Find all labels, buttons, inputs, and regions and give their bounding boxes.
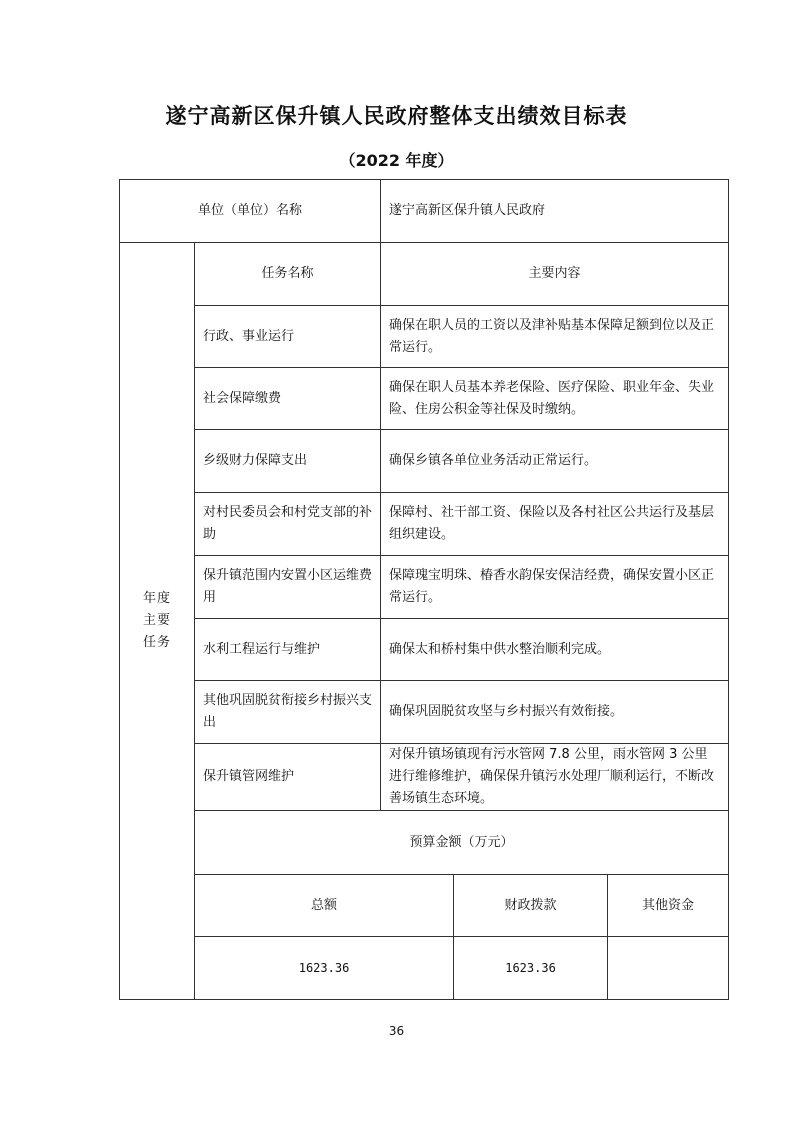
task-header-row (120, 243, 729, 306)
table-row (120, 368, 729, 430)
budget-header-row (120, 811, 729, 875)
task-content: 确保巩固脱贫攻坚与乡村振兴有效衔接。 (381, 681, 729, 744)
task-name: 对村民委员会和村党支部的补助 (195, 493, 381, 556)
task-content: 确保太和桥村集中供水整治顺利完成。 (381, 619, 729, 681)
budget-other-value (608, 937, 729, 1000)
document-title: 遂宁高新区保升镇人民政府整体支出绩效目标表 (165, 104, 628, 128)
budget-total-value: 1623.36 (195, 937, 454, 1000)
task-name: 水利工程运行与维护 (195, 619, 381, 681)
task-name: 行政、事业运行 (195, 306, 381, 368)
task-name: 保升镇范围内安置小区运维费用 (195, 556, 381, 619)
budget-col-fiscal: 财政拨款 (454, 875, 608, 937)
table-row (120, 619, 729, 681)
section-label-line: 任务 (142, 635, 171, 650)
performance-target-table (119, 179, 729, 1000)
table-row (120, 681, 729, 744)
document-subtitle: （2022 年度） (339, 151, 454, 170)
budget-columns-row (120, 875, 729, 937)
table-row (120, 744, 729, 811)
budget-col-total: 总额 (195, 875, 454, 937)
unit-label: 单位（单位）名称 (120, 180, 381, 243)
table-row (120, 430, 729, 493)
task-name: 乡级财力保障支出 (195, 430, 381, 493)
task-content: 保障瑰宝明珠、椿香水韵保安保洁经费，确保安置小区正常运行。 (381, 556, 729, 619)
budget-fiscal-value: 1623.36 (454, 937, 608, 1000)
task-name: 保升镇管网维护 (195, 744, 381, 811)
unit-row (120, 180, 729, 243)
page-number: 36 (388, 1024, 405, 1038)
task-content: 确保在职人员基本养老保险、医疗保险、职业年金、失业险、住房公积金等社保及时缴纳。 (381, 368, 729, 430)
task-content: 保障村、社干部工资、保险以及各村社区公共运行及基层组织建设。 (381, 493, 729, 556)
task-name: 社会保障缴费 (195, 368, 381, 430)
task-content: 对保升镇场镇现有污水管网 7.8 公里，雨水管网 3 公里进行维修维护，确保保升镇污水处理厂顺利运行，不断改善场镇生态环境。 (381, 744, 729, 811)
task-name: 其他巩固脱贫衔接乡村振兴支出 (195, 681, 381, 744)
table-row (120, 556, 729, 619)
section-label-line: 年度 (142, 591, 171, 606)
budget-header: 预算金额（万元） (195, 811, 729, 875)
budget-values-row (120, 937, 729, 1000)
task-content: 确保在职人员的工资以及津补贴基本保障足额到位以及正常运行。 (381, 306, 729, 368)
header-main-content: 主要内容 (381, 243, 729, 306)
table-row (120, 306, 729, 368)
section-label-annual-tasks (120, 243, 195, 1000)
header-task-name: 任务名称 (195, 243, 381, 306)
unit-value: 遂宁高新区保升镇人民政府 (381, 180, 729, 243)
table-row (120, 493, 729, 556)
section-label-line: 主要 (142, 613, 171, 628)
task-content: 确保乡镇各单位业务活动正常运行。 (381, 430, 729, 493)
budget-col-other: 其他资金 (608, 875, 729, 937)
